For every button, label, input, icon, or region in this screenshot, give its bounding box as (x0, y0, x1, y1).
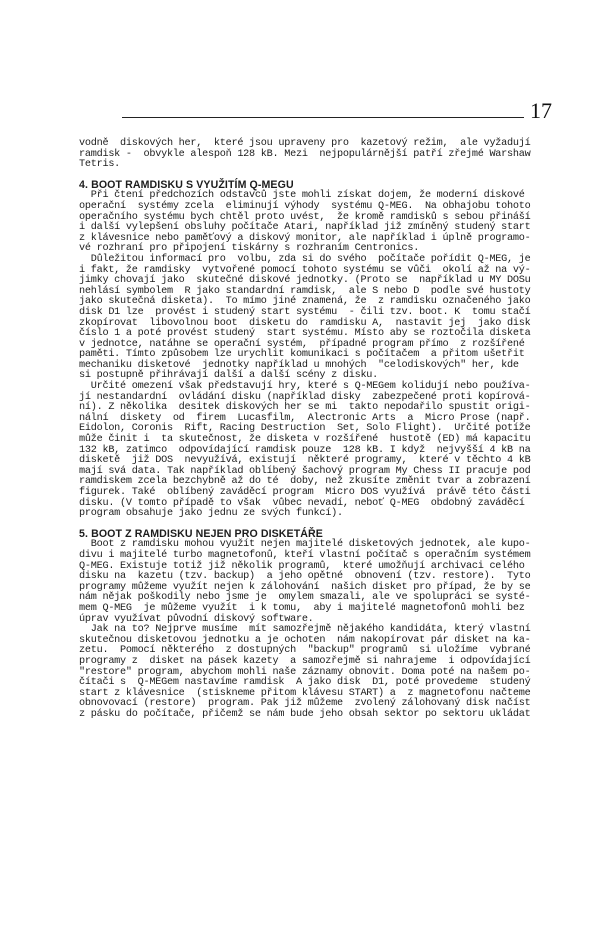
text-line: ní). Z několika desitek diskových her se mi takto nepodařilo spustit origi- (79, 402, 531, 414)
text-line: disku. (V tomto případě to však vůbec nevadí, neboť Q-MEG obdobný zaváděcí (79, 497, 525, 509)
text-line: paměti. Tímto způsobem lze urychlit komunikaci s počítačem a přitom ušetřit (79, 349, 525, 361)
text-line: programy z disket na pásek kazety a samozřejmě si nahrajeme i odpovídající (79, 655, 531, 667)
text-line: z pásku do počítače, přičemž se nám bude jeho obsah sektor po sektoru ukládat (79, 708, 531, 720)
paragraph (79, 381, 531, 520)
page-number: 17 (530, 98, 552, 123)
intro-paragraph (79, 138, 531, 171)
text-line: vodně diskových her, které jsou upraveny pro kazetový režim, ale vyžadují (79, 138, 531, 149)
text-line: "restore" program, abychom mohli naše záznamy obnovit. Doma poté na našem po- (79, 666, 531, 678)
page-body (79, 138, 531, 720)
text-line: mem Q-MEG je můžeme využít i k tomu, aby i majitelé magnetofonů mohli bez (79, 602, 525, 614)
text-line: obnovovací (restore) program. Pak již můžeme zvolený zálohovaný disk načíst (79, 698, 531, 710)
section-5-body (79, 539, 531, 720)
text-line: Eidolon, Coronis Rift, Racing Destruction Set, Solo Flight). Určité potíže (79, 423, 531, 435)
text-line: zetu. Pomocí některého z dostupných "backup" programů si uložíme vybrané (79, 645, 531, 657)
text-line: mechaniku disketové jednotky například u mnohých "celodiskových" her, kde (79, 359, 519, 371)
text-line: jako skutečná disketa). To mímo jiné znamená, že z ramdisku označeného jako (79, 296, 531, 308)
text-line: nám nějak poškodily nebo jsme je omylem smazali, ale ve spolupráci se systé- (79, 592, 531, 604)
text-line: Boot z ramdisku mohou využít nejen majitelé disketových jednotek, ale kupo- (79, 539, 531, 551)
text-line: může činit i ta skutečnost, že disketa v rozšířené hustotě (ED) má kapacitu (79, 434, 531, 446)
paragraph (79, 253, 531, 382)
text-line: nální diskety od firem Lucasfilm, Alectronic Arts a Micro Prose (např. (79, 412, 531, 424)
text-line: skutečnou disketovou jednotku a je ochoten nám nakopírovat pár disket na ka- (79, 634, 531, 646)
text-line: divu i majitelé turbo magnetofonů, kteří vlastní počítač s operačním systémem (79, 549, 531, 561)
text-line: Určité omezení však představují hry, které s Q-MEGem kolidují nebo používa- (79, 381, 531, 393)
text-line: figurek. Také oblíbený zaváděcí program Micro DOS využívá právě této části (79, 487, 531, 498)
text-line: jí nestandardní ovládání disku (například disky zabezpečené proti kopírová- (79, 391, 531, 403)
paragraph (79, 190, 531, 255)
text-line: číslo 1 a poté provést studený start systému. Místo aby se roztočila disketa (79, 328, 531, 340)
text-line: program obsahuje jako jednu ze svých funkcí). (79, 508, 343, 520)
text-line: disku na kazetu (tzv. backup) a jeho opětné obnovení (tzv. restore). Tyto (79, 571, 531, 583)
text-line: Tetris. (79, 159, 121, 171)
text-line: jimky chovají jako skutečné diskové jednotky. (Proto se například u MY DOSu (79, 275, 531, 287)
paragraph (79, 539, 531, 625)
text-line: 132 kB, zatimco odpovídající ramdisk pouze 128 kB. I když nejvyšší 4 kB na (79, 444, 531, 456)
text-line: nehlásí symbolem R jako standardní ramdisk, ale S nebo D podle své hustoty (79, 285, 531, 297)
text-line: i fakt, že ramdisky vytvořené pomocí tohoto systému se vůči okolí až na vý- (79, 264, 531, 276)
text-line: si postupně přihrávají další a další scény z disku. (79, 370, 379, 382)
text-line: ramdiskem zcela bezchybně až do té doby, než zkusíte změnit tvar a zobrazení (79, 476, 531, 488)
section-4-heading: 4. BOOT RAMDISKU S VYUŽITÍM Q-MEGU (79, 178, 294, 191)
text-line: Jak na to? Nejprve musíme mít samozřejmě nějakého kandidáta, který vlastní (79, 624, 531, 636)
text-line: operačního systému bych chtěl proto uvést, že kromě ramdisků s sebou přináší (79, 211, 531, 223)
text-line: start z klávesnice (stiskneme přitom klávesu START) a z magnetofonu načteme (79, 687, 531, 699)
text-line: ramdisk - obvykle alespoň 128 kB. Mezi nejpopulárnější patří zřejmé Warshaw (79, 148, 531, 160)
text-line: z klávesnice nebo paměťový a diskový monitor, ale například i úplně programo- (79, 232, 531, 244)
section-5-heading: 5. BOOT Z RAMDISKU NEJEN PRO DISKETÁŘE (79, 527, 323, 540)
text-line: v jednotce, natáhne se operační systém, případné program přímo z rozšířené (79, 338, 525, 350)
text-line: programy můžeme využít nejen k zálohování našich disket pro případ, že by se (79, 581, 531, 593)
text-line: Důležitou informací pro volbu, zda si do svého počítače pořídit Q-MEG, je (79, 253, 531, 265)
text-line: Q-MEG. Existuje totiž již několik programů, které umožňují archivaci celého (79, 560, 525, 572)
text-line: vé rozhraní pro připojení tiskárny s rozhraním Centronics. (79, 243, 420, 255)
text-line: čítači s Q-MEGem nastavíme ramdisk A jako disk D1, poté provedeme studený (79, 677, 531, 689)
text-line: disk D1 lze provést i studený start systému - čili tzv. boot. K tomu stačí (79, 306, 531, 318)
text-line: operační systémy zcela eliminují výhody systému Q-MEG. Na obhajobu tohoto (79, 200, 531, 212)
paragraph (79, 624, 531, 720)
text-line: i další vylepšení obsluhy počítače Atari, například již zmíněný studený start (79, 222, 531, 234)
header-rule (122, 117, 524, 118)
section-4-body (79, 190, 531, 520)
text-line: disketě již DOS nevyužívá, existují některé programy, které v těchto 4 kB (79, 455, 531, 467)
text-line: úprav využívat původní diskový software. (79, 613, 314, 625)
text-line: mají svá data. Tak například oblíbený šachový program My Chess II pracuje pod (79, 465, 531, 477)
text-line: zkopírovat libovolnou boot disketu do ramdisku A, nastavit jej jako disk (79, 317, 531, 329)
text-line: Při čtení předchozích odstavců jste mohli získat dojem, že moderní diskové (79, 190, 525, 202)
